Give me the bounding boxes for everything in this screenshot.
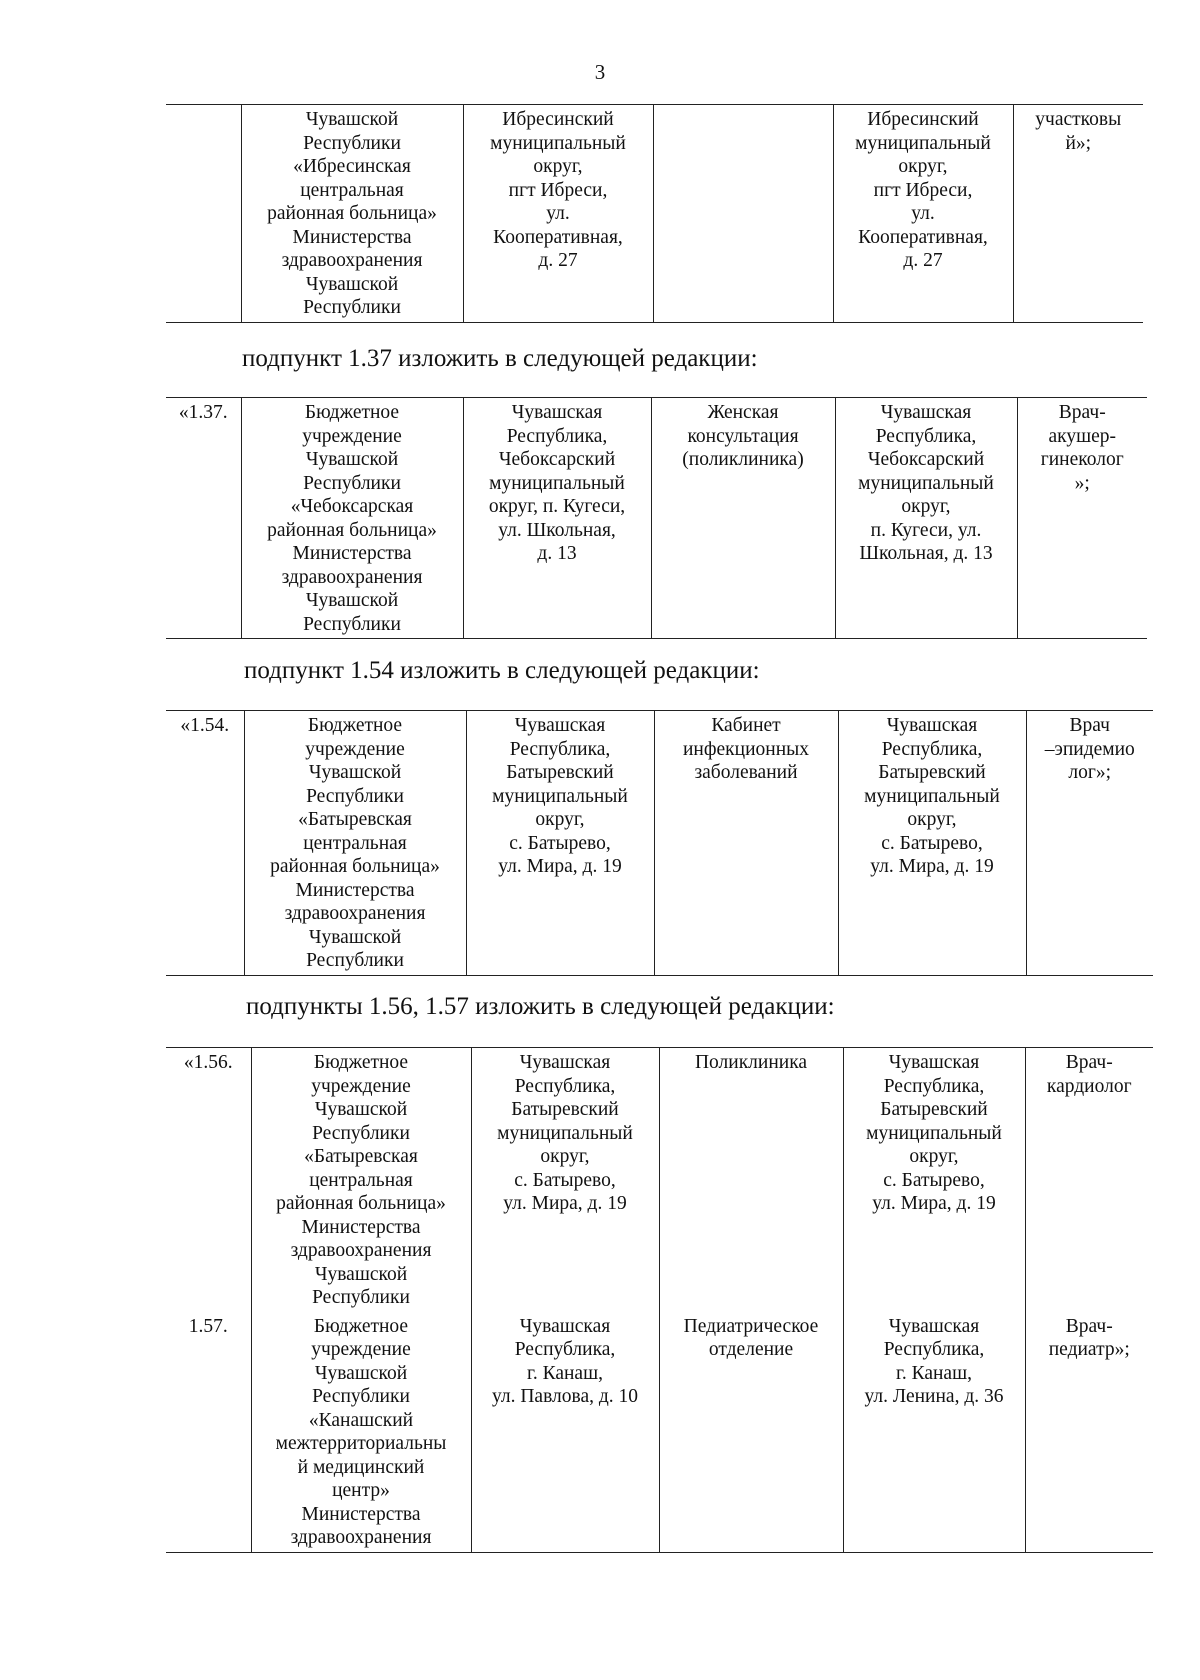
cell-text-line: Чувашской (314, 1263, 408, 1285)
cell-text-line: «1.54. (180, 715, 230, 736)
cell-text-line: д. 13 (537, 543, 577, 564)
specialist-cell (1025, 1048, 1153, 1312)
cell-text-line: Кабинет (711, 715, 781, 736)
cell-text-line: Республика, (509, 738, 611, 760)
cell-text-line: ул. (546, 203, 570, 224)
cell-text-line: центр» (332, 1480, 390, 1501)
cell-text-line: округ, (540, 1146, 590, 1167)
cell-text-line: учреждение (311, 1075, 411, 1097)
cell-text-line: учреждение (311, 1339, 411, 1360)
cell-text-line: «1.37. (178, 402, 228, 423)
page-number: 3 (594, 60, 606, 84)
cell-text-line: районная больница» (267, 519, 437, 541)
cell-text-line: Министерства (301, 1216, 421, 1238)
cell-text-line: Батыревский (511, 1099, 619, 1120)
cell-text-line: Республики (312, 1287, 410, 1308)
cell-text-line: лог»; (1068, 762, 1112, 783)
cell-text-line: ул. Мира, д. 19 (498, 856, 622, 877)
specialist-cell (1017, 398, 1147, 639)
cell-text-line: муниципальный (855, 132, 991, 154)
cell-text-line: Чувашская (888, 1052, 980, 1073)
cell-text-line: «Канашский (308, 1409, 414, 1431)
table-item-1-54 (166, 710, 1153, 976)
cell-text-line: Чувашской (314, 1362, 408, 1384)
record-table (166, 1047, 1153, 1553)
cell-text-line: Батыревский (506, 762, 614, 783)
cell-text-line: округ, (535, 809, 585, 830)
address-cell (471, 1048, 659, 1312)
cell-text-line: здравоохранения (290, 1240, 432, 1261)
row-number (166, 711, 244, 976)
unit-cell (659, 1312, 843, 1553)
cell-text-line: муниципальный (866, 1122, 1002, 1144)
cell-text-line: муниципальный (497, 1122, 633, 1144)
cell-text-line: Батыревский (880, 1099, 988, 1120)
cell-text-line: 1.57. (188, 1315, 228, 1337)
cell-text-line: Республики (303, 297, 401, 318)
cell-text-line: Чебоксарский (498, 449, 616, 470)
cell-text-line: Ибресинский (867, 109, 979, 130)
table-row (166, 1312, 1153, 1553)
institution-cell (251, 1312, 471, 1553)
table-row (166, 398, 1147, 639)
cell-text-line: центральная (303, 832, 407, 854)
record-table (166, 710, 1153, 976)
cell-text-line: Министерства (301, 1503, 421, 1525)
cell-text-line: Батыревский (878, 762, 986, 783)
cell-text-line: й медицинский (297, 1456, 425, 1478)
table-row (166, 1048, 1153, 1312)
cell-text-line: ул. Ленина, д. 36 (864, 1386, 1004, 1407)
cell-text-line: г. Канаш, (527, 1362, 603, 1384)
row-number (166, 1048, 251, 1312)
cell-text-line: Чувашской (305, 449, 399, 470)
cell-text-line: округ, (901, 496, 951, 517)
institution-cell (244, 711, 466, 976)
table-items-1-56-1-57 (166, 1047, 1153, 1553)
cell-text-line: заболеваний (694, 762, 798, 783)
cell-text-line: ул. Мира, д. 19 (872, 1193, 996, 1214)
cell-text-line: Чувашская (511, 402, 603, 423)
cell-text-line: Министерства (292, 543, 412, 564)
unit-cell (653, 105, 833, 323)
cell-text-line: Кооперативная, (858, 226, 988, 248)
location-cell (843, 1048, 1025, 1312)
cell-text-line: центральная (309, 1169, 413, 1191)
instruction-1-54: подпункт 1.54 изложить в следующей редакции: (244, 657, 760, 684)
cell-text-line: муниципальный (490, 132, 626, 154)
cell-text-line: с. Батырево, (883, 1169, 985, 1191)
cell-text-line: »; (1074, 472, 1090, 494)
cell-text-line: консультация (687, 425, 799, 447)
cell-text-line: Республики (303, 132, 401, 154)
cell-text-line: Республики (312, 1386, 410, 1407)
cell-text-line: Министерства (292, 226, 412, 248)
address-cell (463, 105, 653, 323)
location-cell (843, 1312, 1025, 1553)
cell-text-line: (поликлиника) (682, 449, 804, 470)
table-item-1-37 (166, 397, 1147, 639)
cell-text-line: Поликлиника (694, 1052, 808, 1073)
cell-text-line: г. Канаш, (896, 1362, 972, 1384)
cell-text-line: здравоохранения (290, 1527, 432, 1548)
institution-cell (241, 105, 463, 323)
cell-text-line: Чувашская (888, 1315, 980, 1337)
cell-text-line: Республики (303, 472, 401, 494)
cell-text-line: округ, (909, 1146, 959, 1167)
cell-text-line: округ, (898, 156, 948, 177)
cell-text-line: гинеколог (1040, 449, 1124, 470)
cell-text-line: Республика, (514, 1339, 616, 1360)
cell-text-line: Республика, (883, 1075, 985, 1097)
cell-text-line: муниципальный (489, 472, 625, 494)
cell-text-line: Кооперативная, (493, 226, 623, 248)
cell-text-line: п. Кугеси, ул. (870, 519, 982, 541)
location-cell (838, 711, 1026, 976)
cell-text-line: Чувашская (886, 715, 978, 736)
cell-text-line: здравоохранения (281, 566, 423, 588)
institution-cell (241, 398, 463, 639)
cell-text-line: муниципальный (492, 785, 628, 807)
cell-text-line: Республики (303, 613, 401, 635)
specialist-cell (1013, 105, 1143, 323)
cell-text-line: районная больница» (270, 856, 440, 877)
cell-text-line: здравоохранения (284, 903, 426, 924)
cell-text-line: пгт Ибреси, (873, 179, 973, 201)
cell-text-line: «Чебоксарская (290, 496, 414, 517)
cell-text-line (168, 108, 239, 132)
cell-text-line: Бюджетное (313, 1052, 409, 1073)
cell-text-line: муниципальный (864, 785, 1000, 807)
cell-text-line: педиатр»; (1048, 1339, 1130, 1360)
instruction-1-37: подпункт 1.37 изложить в следующей редакции: (242, 345, 758, 372)
cell-text-line: Чувашской (308, 762, 402, 783)
cell-text-line: округ, (533, 156, 583, 177)
address-cell (471, 1312, 659, 1553)
cell-text-line: Чебоксарский (867, 449, 985, 470)
institution-cell (251, 1048, 471, 1312)
cell-text-line: «1.56. (183, 1052, 233, 1073)
cell-text-line: Республика, (881, 738, 983, 760)
cell-text-line: Врач (1069, 715, 1110, 736)
cell-text-line: районная больница» (276, 1193, 446, 1214)
cell-text-line: Школьная, д. 13 (859, 543, 993, 564)
unit-cell (651, 398, 835, 639)
cell-text-line: Врач- (1058, 402, 1106, 423)
address-cell (466, 711, 654, 976)
cell-text-line: округ, п. Кугеси, (488, 496, 626, 517)
specialist-cell (1026, 711, 1153, 976)
cell-text-line: участковы (1035, 109, 1122, 130)
cell-text-line: муниципальный (858, 472, 994, 494)
cell-text-line: Врач- (1065, 1315, 1113, 1337)
table-continuation (166, 104, 1143, 323)
cell-text-line: округ, (907, 809, 957, 830)
cell-text-line: с. Батырево, (881, 832, 983, 854)
cell-text-line: Бюджетное (307, 715, 403, 736)
cell-text-line: Чувашская (514, 715, 606, 736)
cell-text-line: Педиатрическое (683, 1315, 819, 1337)
cell-text-line: Республика, (883, 1339, 985, 1360)
cell-text-line: Чувашская (519, 1052, 611, 1073)
cell-text-line: Чувашской (308, 926, 402, 948)
location-cell (833, 105, 1013, 323)
cell-text-line: учреждение (305, 738, 405, 760)
cell-text-line (658, 108, 829, 132)
cell-text-line: кардиолог (1046, 1075, 1132, 1097)
cell-text-line: здравоохранения (281, 250, 423, 271)
cell-text-line: центральная (300, 179, 404, 201)
cell-text-line: Республика, (514, 1075, 616, 1097)
cell-text-line: ул. Мира, д. 19 (870, 856, 994, 877)
cell-text-line: Чувашской (305, 273, 399, 295)
cell-text-line: Чувашская (519, 1315, 611, 1337)
cell-text-line: Чувашская (880, 402, 972, 423)
cell-text-line: Республика, (875, 425, 977, 447)
cell-text-line: Ибресинский (502, 109, 614, 130)
record-table (166, 104, 1143, 323)
cell-text-line: Чувашской (305, 109, 399, 130)
cell-text-line: Чувашской (314, 1099, 408, 1120)
cell-text-line: Бюджетное (313, 1315, 409, 1337)
instruction-1-56-1-57: подпункты 1.56, 1.57 изложить в следующей редакции: (246, 993, 835, 1020)
unit-cell (654, 711, 838, 976)
cell-text-line: ул. Школьная, (498, 519, 616, 541)
cell-text-line: Врач- (1065, 1052, 1113, 1073)
specialist-cell (1025, 1312, 1153, 1553)
cell-text-line: ул. (911, 203, 935, 224)
cell-text-line: пгт Ибреси, (508, 179, 608, 201)
row-number (166, 398, 241, 639)
cell-text-line: Чувашской (305, 590, 399, 611)
cell-text-line: Республики (306, 950, 404, 971)
cell-text-line: й»; (1065, 132, 1092, 154)
cell-text-line: «Батыревская (304, 1146, 418, 1167)
cell-text-line: акушер- (1048, 425, 1117, 447)
cell-text-line: «Ибресинская (293, 156, 411, 177)
cell-text-line: Женская (707, 402, 779, 423)
cell-text-line: отделение (708, 1339, 794, 1360)
location-cell (835, 398, 1017, 639)
cell-text-line: с. Батырево, (509, 832, 611, 854)
cell-text-line: Бюджетное (304, 402, 400, 423)
cell-text-line: учреждение (302, 425, 402, 447)
cell-text-line: инфекционных (683, 738, 809, 760)
cell-text-line: д. 27 (903, 250, 943, 271)
unit-cell (659, 1048, 843, 1312)
cell-text-line: ул. Павлова, д. 10 (491, 1386, 639, 1407)
row-number (166, 105, 241, 323)
cell-text-line: д. 27 (538, 250, 578, 271)
row-number (166, 1312, 251, 1553)
cell-text-line: межтерриториальны (275, 1433, 447, 1454)
table-row (166, 105, 1143, 323)
record-table (166, 397, 1147, 639)
cell-text-line: ул. Мира, д. 19 (503, 1193, 627, 1214)
cell-text-line: с. Батырево, (514, 1169, 616, 1191)
cell-text-line: Министерства (295, 879, 415, 901)
table-row (166, 711, 1153, 976)
cell-text-line: –эпидемио (1044, 738, 1135, 760)
cell-text-line: районная больница» (267, 203, 437, 224)
cell-text-line: Республики (306, 785, 404, 807)
cell-text-line: Республика, (506, 425, 608, 447)
cell-text-line: «Батыревская (298, 809, 412, 830)
cell-text-line: Республики (312, 1122, 410, 1144)
address-cell (463, 398, 651, 639)
